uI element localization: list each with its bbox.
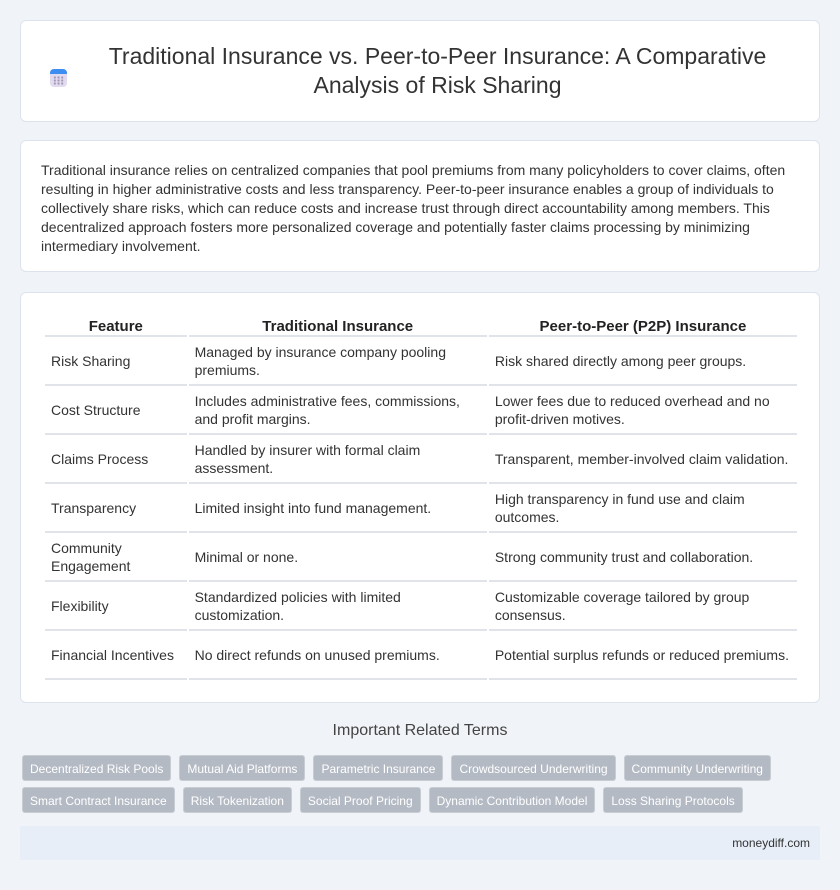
p2p-cell: Transparent, member-involved claim validation. (489, 435, 797, 484)
table-row (45, 582, 797, 631)
feature-cell: Cost Structure (45, 386, 187, 435)
p2p-cell: Lower fees due to reduced overhead and no profit-driven motives. (489, 386, 797, 435)
traditional-cell: Handled by insurer with formal claim assessment. (189, 435, 487, 484)
table-header-row (45, 313, 797, 337)
tag-decentralized-risk-pools[interactable]: Decentralized Risk Pools (22, 755, 171, 781)
p2p-cell: Customizable coverage tailored by group consensus. (489, 582, 797, 631)
table-row (45, 484, 797, 533)
feature-cell: Community Engagement (45, 533, 187, 582)
tag-dynamic-contribution-model[interactable]: Dynamic Contribution Model (429, 787, 596, 813)
header-p2p: Peer-to-Peer (P2P) Insurance (489, 313, 797, 337)
p2p-cell: High transparency in fund use and claim outcomes. (489, 484, 797, 533)
header-traditional: Traditional Insurance (189, 313, 487, 337)
related-terms-row-2 (22, 787, 822, 813)
table-row (45, 435, 797, 484)
feature-cell: Risk Sharing (45, 337, 187, 386)
related-terms-row-1 (22, 755, 822, 781)
intro-card (20, 140, 820, 272)
p2p-cell: Potential surplus refunds or reduced premiums. (489, 631, 797, 680)
footer-site: moneydiff.com (732, 836, 810, 850)
p2p-cell: Strong community trust and collaboration. (489, 533, 797, 582)
tag-parametric-insurance[interactable]: Parametric Insurance (313, 755, 443, 781)
calendar-icon (50, 69, 67, 87)
table-row (45, 533, 797, 582)
table-row (45, 337, 797, 386)
footer (20, 826, 820, 860)
traditional-cell: No direct refunds on unused premiums. (189, 631, 487, 680)
tag-smart-contract-insurance[interactable]: Smart Contract Insurance (22, 787, 175, 813)
related-terms-title: Important Related Terms (332, 722, 508, 739)
traditional-cell: Standardized policies with limited customization. (189, 582, 487, 631)
feature-cell: Flexibility (45, 582, 187, 631)
table-row (45, 631, 797, 680)
intro-text: Traditional insurance relies on centralized companies that pool premiums from many policyholders to cover claims, often resulting in higher administrative costs and less transparency. Peer-to-peer insurance enables a group of individuals to collectively share risks, which can reduce costs and increase trust through direct accountability among members. This decentralized approach fosters more personalized coverage and potentially faster claims processing by minimizing intermediary involvement. (41, 162, 786, 254)
header-card (20, 20, 820, 122)
table-row (45, 386, 797, 435)
traditional-cell: Limited insight into fund management. (189, 484, 487, 533)
comparison-card (20, 292, 820, 703)
p2p-cell: Risk shared directly among peer groups. (489, 337, 797, 386)
feature-cell: Financial Incentives (45, 631, 187, 680)
feature-cell: Transparency (45, 484, 187, 533)
page-title: Traditional Insurance vs. Peer-to-Peer Insurance: A Comparative Analysis of Risk Sharing (108, 43, 767, 98)
tag-community-underwriting[interactable]: Community Underwriting (624, 755, 771, 781)
traditional-cell: Includes administrative fees, commissions, and profit margins. (189, 386, 487, 435)
tag-social-proof-pricing[interactable]: Social Proof Pricing (300, 787, 421, 813)
tag-loss-sharing-protocols[interactable]: Loss Sharing Protocols (603, 787, 742, 813)
tag-crowdsourced-underwriting[interactable]: Crowdsourced Underwriting (451, 755, 615, 781)
tag-mutual-aid-platforms[interactable]: Mutual Aid Platforms (179, 755, 305, 781)
feature-cell: Claims Process (45, 435, 187, 484)
tag-risk-tokenization[interactable]: Risk Tokenization (183, 787, 292, 813)
traditional-cell: Managed by insurance company pooling premiums. (189, 337, 487, 386)
comparison-table (43, 313, 799, 680)
traditional-cell: Minimal or none. (189, 533, 487, 582)
header-feature: Feature (45, 313, 187, 337)
